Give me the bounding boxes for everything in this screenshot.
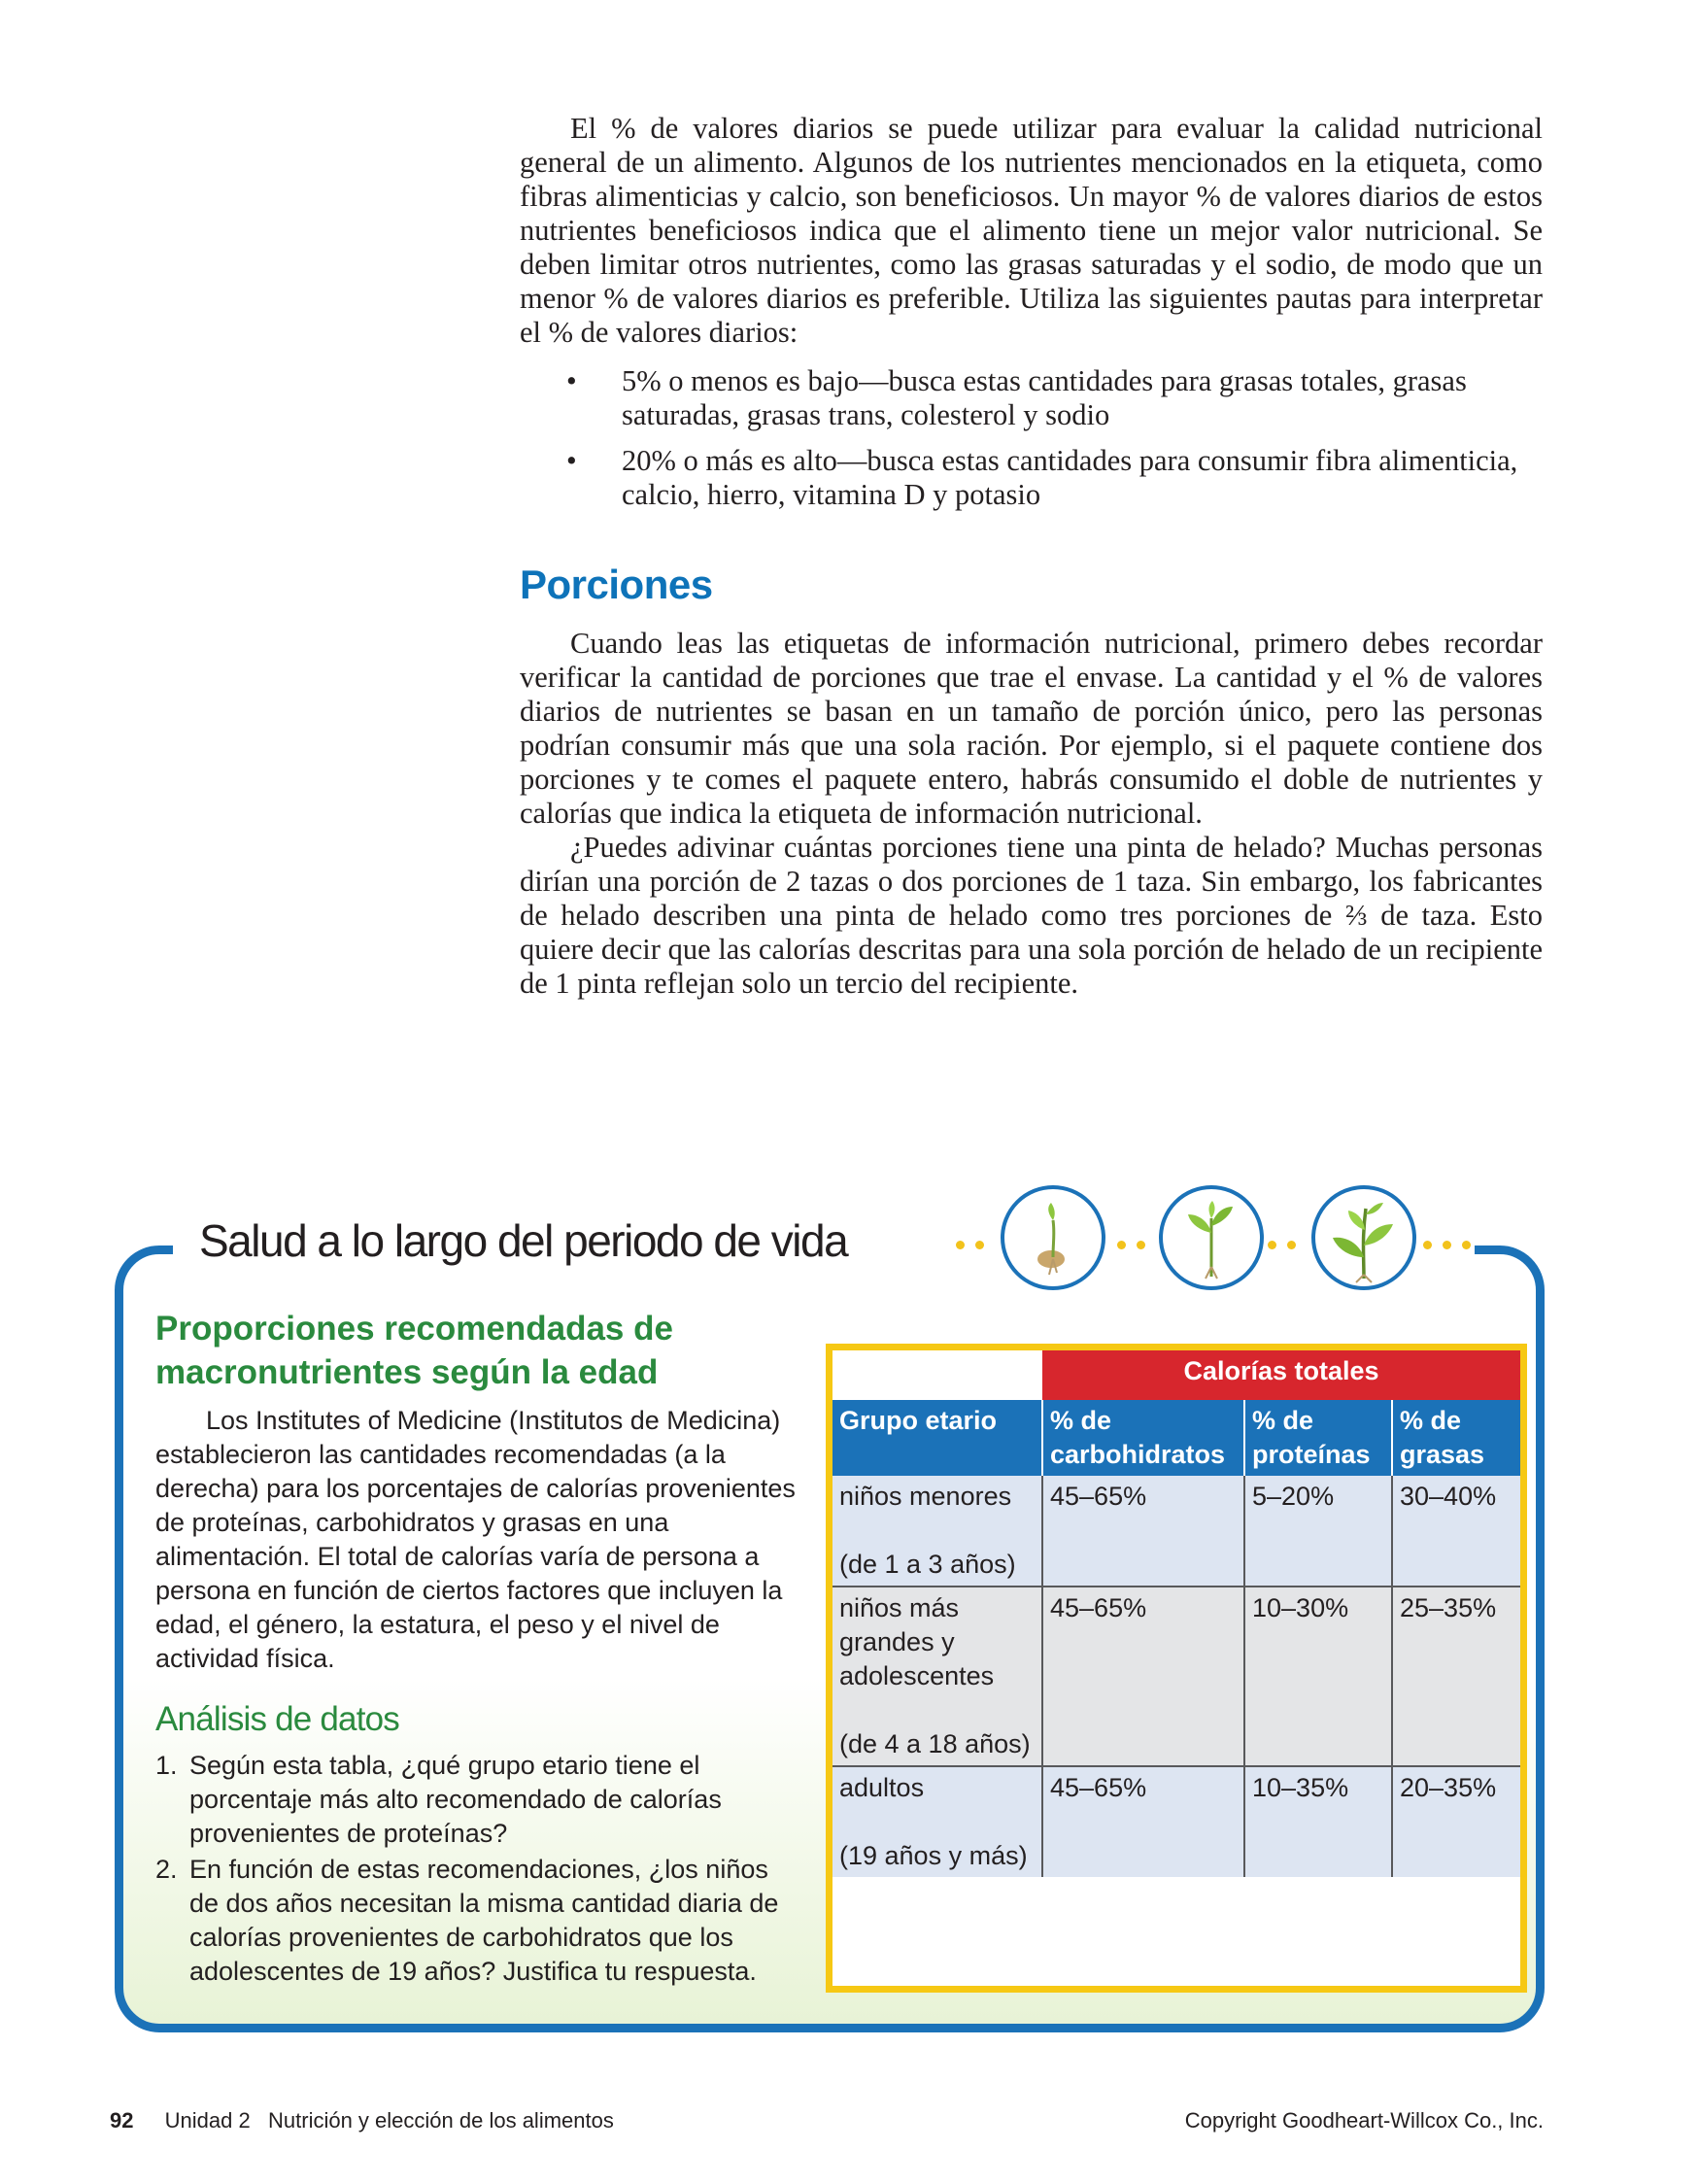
bullet-icon: • [566,364,577,397]
table-cell: 5–20% [1244,1476,1392,1587]
question-number: 1. [155,1751,178,1780]
porciones-body [520,627,1543,1001]
age-range-label: (de 4 a 18 años) [839,1729,1031,1758]
section-heading: Porciones [520,562,713,607]
page-number: 92 [110,2108,134,2133]
table-cell-group [833,1766,1042,1877]
page-footer [110,2108,1544,2133]
bullet-text: 20% o más es alto—busca estas cantidades para consumir fibra alimenticia, calcio, hierro, vitamina D y potasio [622,444,1518,511]
analysis-heading: Análisis de datos [155,1700,400,1738]
table-row [833,1766,1520,1877]
young-plant-icon [1159,1185,1264,1290]
bullet-text: 5% o menos es bajo—busca estas cantidades para grasas totales, grasas saturadas, grasas trans, colesterol y sodio [622,364,1467,431]
seedling-sprout-icon [1001,1185,1105,1290]
table-cell: 25–35% [1392,1587,1520,1766]
copyright-notice: Copyright Goodheart-Willcox Co., Inc. [1184,2108,1544,2133]
list-item [520,364,1520,432]
list-item [155,1749,797,1851]
table-cell: 20–35% [1392,1766,1520,1877]
table-cell-group [833,1476,1042,1587]
porciones-paragraph-1: Cuando leas las etiquetas de información nutricional, primero debes recordar verificar la cantidad de porciones que trae el envase. La cantidad y el % de valores diarios de nutrientes se basan en un tamaño de porción único, pero las personas podrían consumir más que una sola ración. Por ejemplo, si el paquete contiene dos porciones y te comes el paquete entero, habrás consumido el doble de nutrientes y calorías que indica la etiqueta de información nutricional. [520,627,1543,830]
question-text: Según esta tabla, ¿qué grupo etario tiene el porcentaje más alto recomendado de calorías provenientes de proteínas? [189,1751,722,1848]
table-row [833,1476,1520,1587]
table-cell: 10–30% [1244,1587,1392,1766]
macronutrient-table [833,1350,1520,1877]
intro-paragraph: El % de valores diarios se puede utilizar para evaluar la calidad nutricional general de un alimento. Algunos de los nutrientes mencionados en la etiqueta, como fibras alimenticias y calcio, son beneficiosos. Un mayor % de valores diarios de estos nutrientes beneficiosos indica que el alimento tiene un mejor valor nutricional. Se deben limitar otros nutrientes, como las grasas saturadas y el sodio, de modo que un menor % de valores diarios es preferible. Utiliza las siguientes pautas para interpretar el % de valores diarios: [520,112,1543,349]
table-cell: 30–40% [1392,1476,1520,1587]
table-cell: 45–65% [1042,1766,1244,1877]
feature-title: Salud a lo largo del periodo de vida [199,1215,848,1266]
dots-divider [1423,1241,1471,1249]
age-group-label: niños más grandes y adolescentes [839,1593,995,1690]
column-header: % de carbohidratos [1042,1400,1244,1476]
list-item [155,1853,797,1989]
dots-divider [1117,1241,1145,1249]
column-header: % de proteínas [1244,1400,1392,1476]
guidelines-list [520,364,1520,524]
table-cell-group [833,1587,1042,1766]
table-group-header: Calorías totales [1042,1350,1520,1400]
unit-label: Unidad 2 Nutrición y elección de los alimentos [164,2108,614,2133]
list-item [520,444,1520,512]
table-cell: 10–35% [1244,1766,1392,1877]
age-range-label: (19 años y más) [839,1841,1028,1870]
feature-subtitle: Proporciones recomendadas de macronutrientes según la edad [155,1310,673,1391]
dots-divider [956,1241,984,1249]
column-header: Grupo etario [833,1400,1042,1476]
age-group-label: niños menores [839,1482,1012,1511]
table-cell: 45–65% [1042,1587,1244,1766]
table-cell: 45–65% [1042,1476,1244,1587]
question-text: En función de estas recomendaciones, ¿los niños de dos años necesitan la misma cantidad diaria de calorías provenientes de carbohidratos que los adolescentes de 19 años? Justifica tu respuesta. [189,1855,779,1986]
age-group-label: adultos [839,1773,925,1802]
questions-list [155,1749,797,1991]
bullet-icon: • [566,444,577,477]
column-header: % de grasas [1392,1400,1520,1476]
question-number: 2. [155,1855,178,1884]
feature-paragraph: Los Institutes of Medicine (Institutos de Medicina) establecieron las cantidades recomendadas (a la derecha) para los porcentajes de calorías provenientes de proteínas, carbohidratos y grasas en una alimentación. El total de calorías varía de persona a persona en función de ciertos factores que incluyen la edad, el género, la estatura, el peso y el nivel de actividad física. [155,1406,796,1673]
porciones-paragraph-2: ¿Puedes adivinar cuántas porciones tiene una pinta de helado? Muchas personas dirían una porción de 2 tazas o dos porciones de 1 taza. Sin embargo, los fabricantes de helado describen una pinta de helado como tres porciones de ⅔ de taza. Esto quiere decir que las calorías descritas para una sola porción de helado de un recipiente de 1 pinta reflejan solo un tercio del recipiente. [520,831,1543,1000]
table-corner [833,1350,1042,1400]
grown-plant-icon [1311,1185,1416,1290]
age-range-label: (de 1 a 3 años) [839,1550,1016,1579]
table-row [833,1587,1520,1766]
dots-divider [1268,1241,1296,1249]
